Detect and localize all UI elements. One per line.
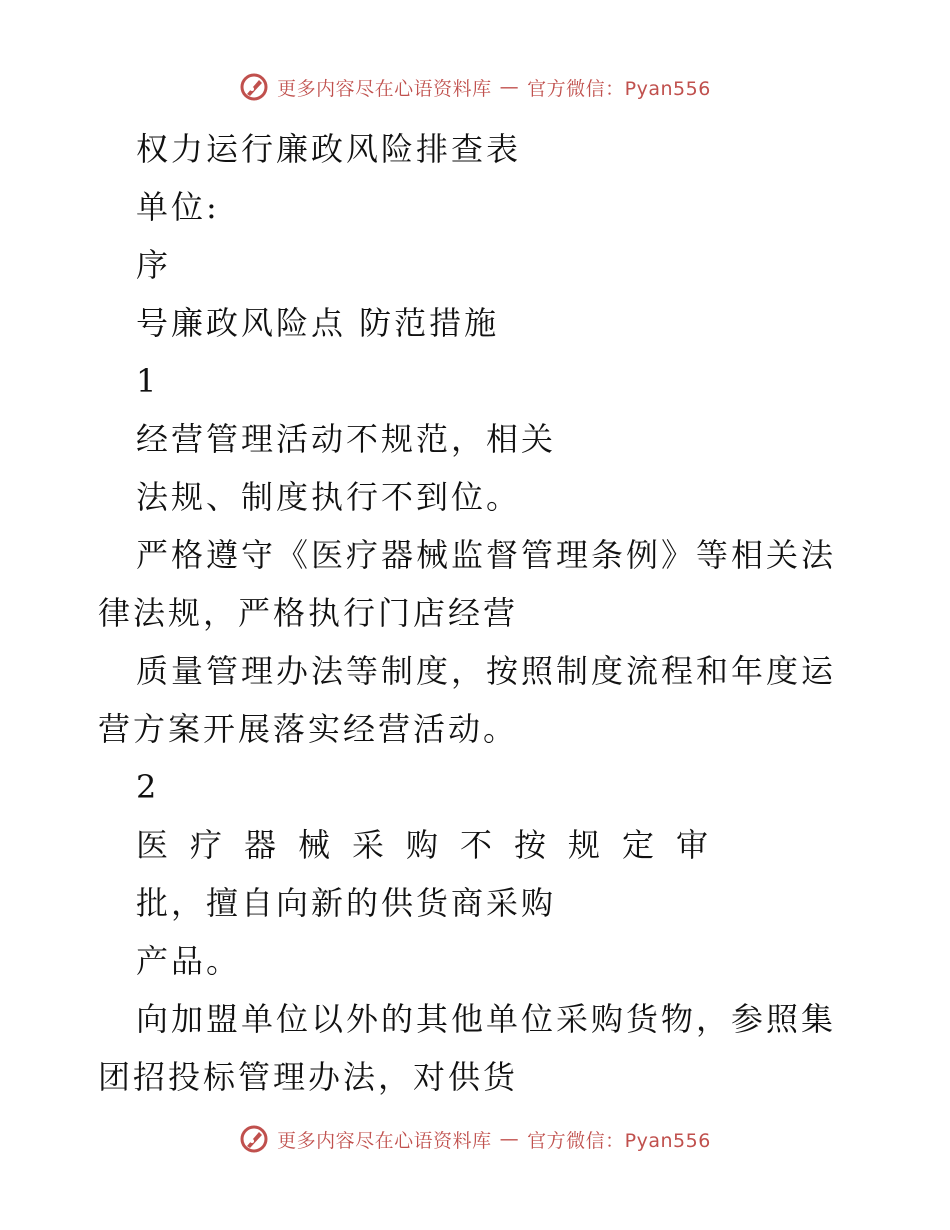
unit-label: 单位: bbox=[136, 188, 220, 226]
risk-point-1-line-2: 法规、制度执行不到位。 bbox=[136, 478, 522, 516]
watermark-wechat: 官方微信：Pyan556 bbox=[527, 1129, 711, 1152]
risk-point-2-line-3: 产品。 bbox=[136, 942, 242, 980]
watermark-separator: — bbox=[499, 76, 520, 98]
risk-point-1-line-1: 经营管理活动不规范，相关 bbox=[136, 420, 557, 458]
row-number-2: 2 bbox=[136, 768, 160, 806]
watermark-text: 更多内容尽在心语资料库 bbox=[277, 77, 492, 100]
risk-point-2-line-1: 医疗器械采购不按规定审 bbox=[136, 826, 731, 864]
risk-point-2-line-2: 批，擅自向新的供货商采购 bbox=[136, 884, 557, 922]
measure-1-part-1: 严格遵守《医疗器械监督管理条例》等相关法律法规，严格执行门店经营 bbox=[98, 536, 837, 632]
watermark-text: 更多内容尽在心语资料库 bbox=[277, 1129, 492, 1152]
pen-logo-icon bbox=[239, 1124, 269, 1154]
pen-logo-icon bbox=[239, 72, 269, 102]
table-header-columns: 号廉政风险点 防范措施 bbox=[136, 304, 500, 342]
footer-watermark bbox=[0, 1124, 950, 1154]
measure-1-part-2: 质量管理办法等制度，按照制度流程和年度运营方案开展落实经营活动。 bbox=[98, 652, 837, 748]
row-number-1: 1 bbox=[136, 362, 160, 400]
header-watermark bbox=[0, 72, 950, 102]
watermark-wechat: 官方微信：Pyan556 bbox=[527, 77, 711, 100]
measure-2-part-1: 向加盟单位以外的其他单位采购货物，参照集团招投标管理办法，对供货 bbox=[98, 1000, 837, 1096]
watermark-separator: — bbox=[499, 1128, 520, 1150]
table-header-seq: 序 bbox=[136, 246, 172, 284]
document-title: 权力运行廉政风险排查表 bbox=[136, 130, 522, 168]
